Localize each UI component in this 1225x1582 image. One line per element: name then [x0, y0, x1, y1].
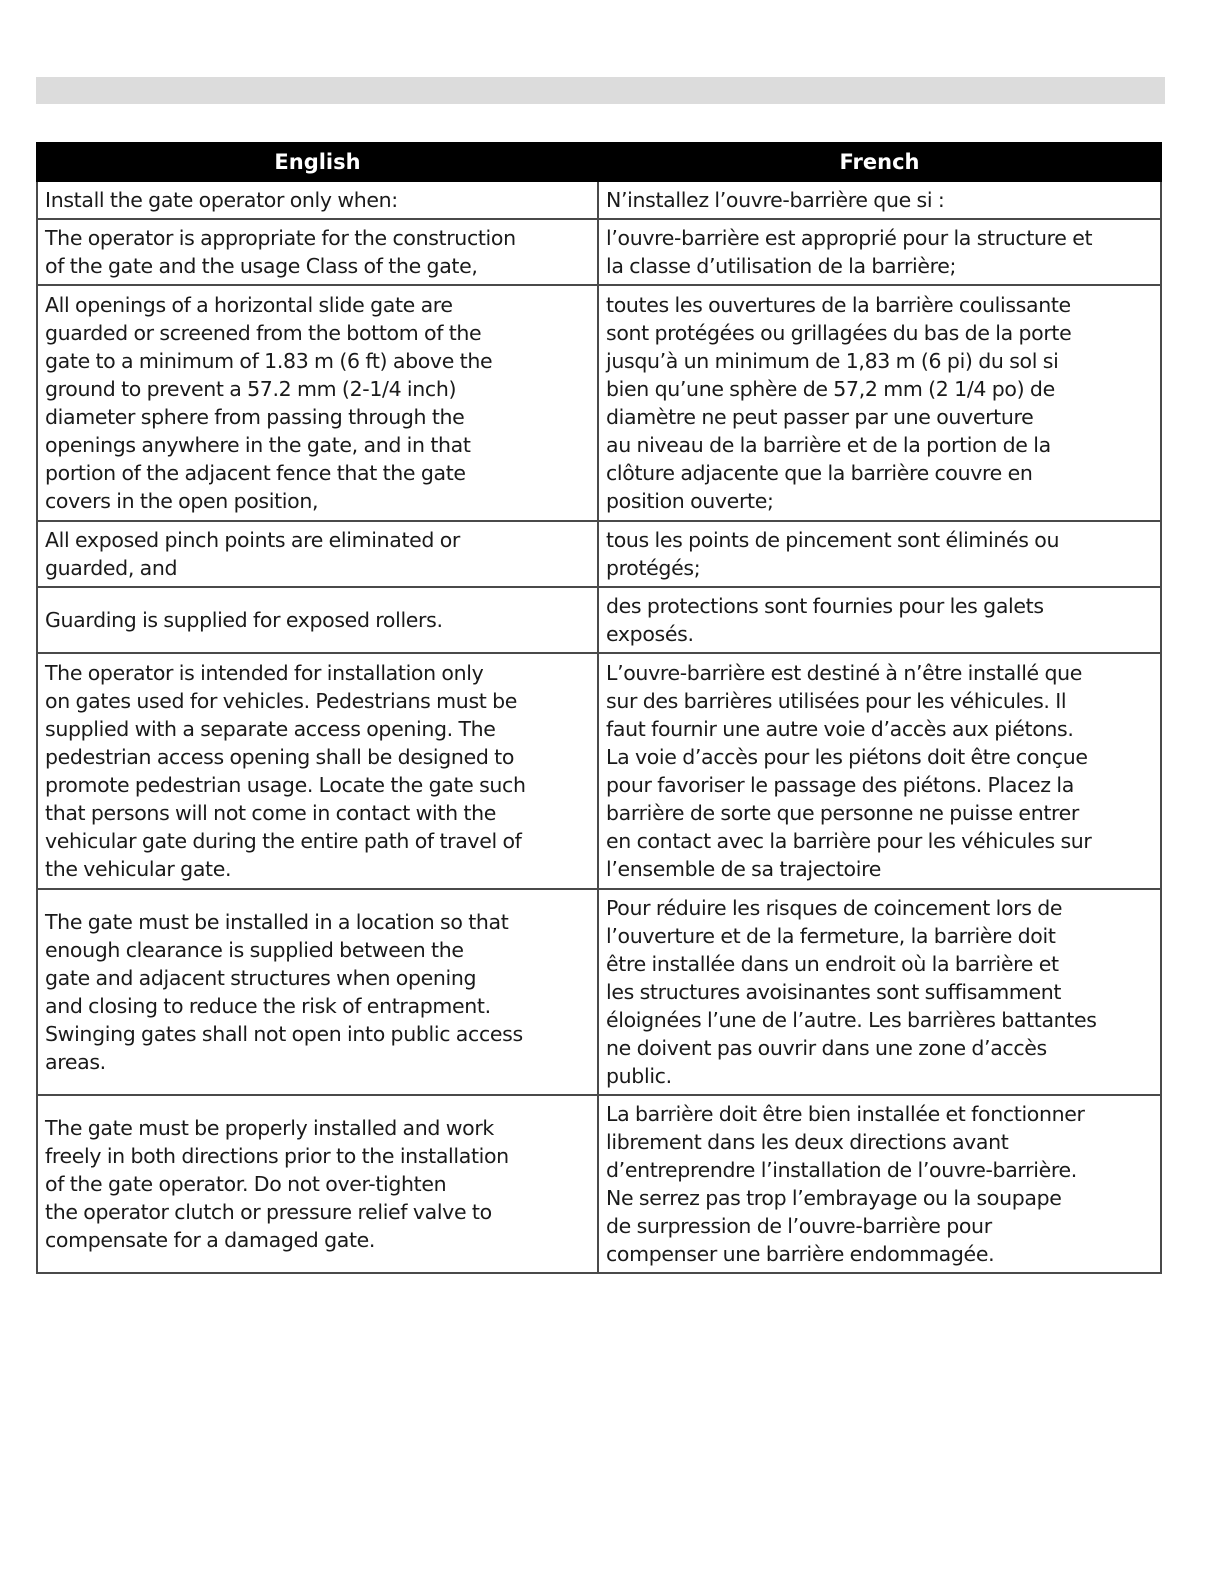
french-cell: toutes les ouvertures de la barrière coulissante sont protégées ou grillagées du bas de la porte jusqu’à un minimum de 1,83 m (6 pi) du sol si bien qu’une sphère de 57,2 mm (2 1/4 po) de diamètre ne peut passer par une ouverture au niveau de la barrière et de la portion de la clôture adjacente que la barrière couvre en position ouverte; [598, 285, 1161, 521]
table-row [37, 219, 1161, 285]
english-cell: Install the gate operator only when: [37, 181, 598, 219]
header-band [36, 77, 1165, 104]
french-cell: L’ouvre-barrière est destiné à n’être installé que sur des barrières utilisées pour les véhicules. Il faut fournir une autre voie d’accès aux piétons. La voie d’accès pour les piétons doit être conçue pour favoriser le passage des piétons. Placez la barrière de sorte que personne ne puisse entrer en contact avec la barrière pour les véhicules sur l’ensemble de sa trajectoire [598, 653, 1161, 889]
table-row [37, 587, 1161, 653]
english-cell: The operator is appropriate for the construction of the gate and the usage Class of the gate, [37, 219, 598, 285]
english-cell: The gate must be properly installed and work freely in both directions prior to the installation of the gate operator. Do not over-tighten the operator clutch or pressure relief valve to compensate for a damaged gate. [37, 1095, 598, 1273]
french-cell: La barrière doit être bien installée et fonctionner librement dans les deux directions avant d’entreprendre l’installation de l’ouvre-barrière. Ne serrez pas trop l’embrayage ou la soupape de surpression de l’ouvre-barrière pour compenser une barrière endommagée. [598, 1095, 1161, 1273]
table-row [37, 653, 1161, 889]
french-cell: N’installez l’ouvre-barrière que si : [598, 181, 1161, 219]
english-cell: All openings of a horizontal slide gate are guarded or screened from the bottom of the gate to a minimum of 1.83 m (6 ft) above the ground to prevent a 57.2 mm (2-1/4 inch) diameter sphere from passing through the openings anywhere in the gate, and in that portion of the adjacent fence that the gate covers in the open position, [37, 285, 598, 521]
table-row [37, 1095, 1161, 1273]
french-cell: tous les points de pincement sont éliminés ou protégés; [598, 521, 1161, 587]
column-header-english: English [37, 143, 598, 181]
french-cell: Pour réduire les risques de coincement lors de l’ouverture et de la fermeture, la barrière doit être installée dans un endroit où la barrière et les structures avoisinantes sont suffisamment éloignées l’une de l’autre. Les barrières battantes ne doivent pas ouvrir dans une zone d’accès public. [598, 889, 1161, 1095]
table-row [37, 181, 1161, 219]
english-cell: All exposed pinch points are eliminated or guarded, and [37, 521, 598, 587]
table-row [37, 285, 1161, 521]
english-cell: The gate must be installed in a location so that enough clearance is supplied between the gate and adjacent structures when opening and closing to reduce the risk of entrapment. Swinging gates shall not open into public access areas. [37, 889, 598, 1095]
english-cell: The operator is intended for installation only on gates used for vehicles. Pedestrians must be supplied with a separate access opening. The pedestrian access opening shall be designed to promote pedestrian usage. Locate the gate such that persons will not come in contact with the vehicular gate during the entire path of travel of the vehicular gate. [37, 653, 598, 889]
table-row [37, 889, 1161, 1095]
translation-table [36, 142, 1162, 1274]
column-header-french: French [598, 143, 1161, 181]
english-cell: Guarding is supplied for exposed rollers. [37, 587, 598, 653]
french-cell: des protections sont fournies pour les galets exposés. [598, 587, 1161, 653]
table-header-row [37, 143, 1161, 181]
table-row [37, 521, 1161, 587]
french-cell: l’ouvre-barrière est approprié pour la structure et la classe d’utilisation de la barrière; [598, 219, 1161, 285]
translation-table-wrapper [36, 142, 1160, 1274]
